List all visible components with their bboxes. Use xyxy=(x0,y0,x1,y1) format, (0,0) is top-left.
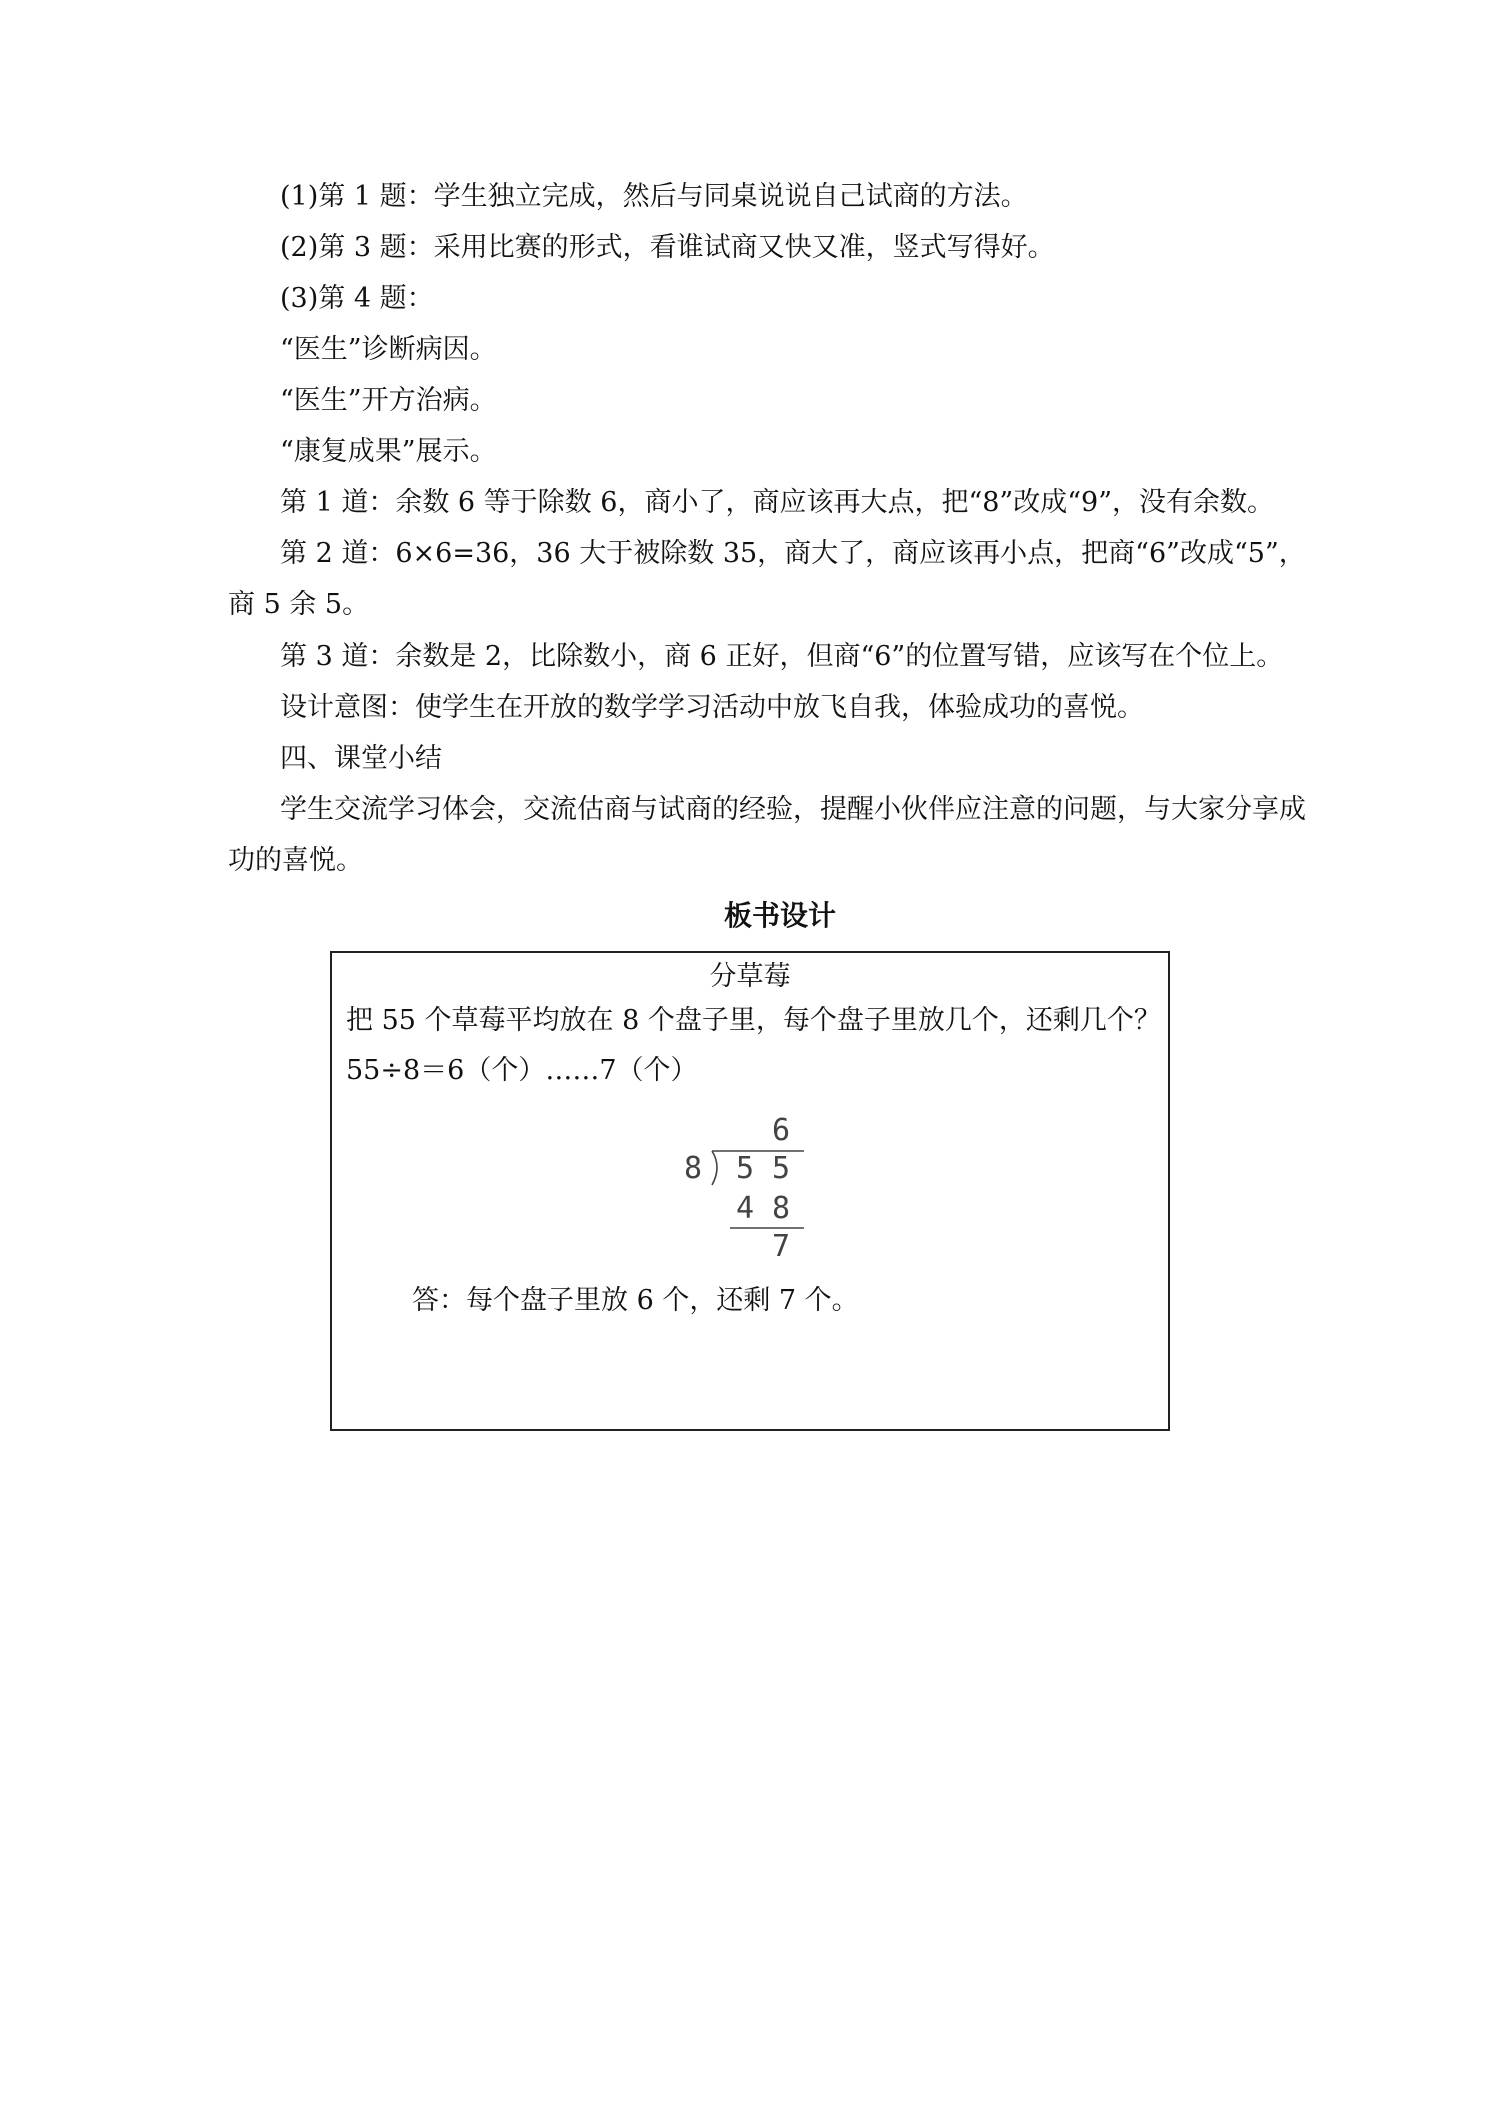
paragraph-item-2-continued: 商 5 余 5。 xyxy=(228,589,370,620)
board-design-box xyxy=(330,951,1170,1431)
paragraph-item-3: 第 3 道：余数是 2，比除数小，商 6 正好，但商“6”的位置写错，应该写在个位上。 xyxy=(280,641,1284,672)
board-title: 分草莓 xyxy=(709,961,791,992)
long-division-bracket xyxy=(672,1113,832,1263)
paragraph-exercise-4: (3)第 4 题： xyxy=(280,283,434,314)
paragraph-exercise-3: (2)第 3 题：采用比赛的形式，看谁试商又快又准，竖式写得好。 xyxy=(280,232,1055,263)
ld-product-tens: 4 xyxy=(736,1191,755,1226)
board-answer: 答：每个盘子里放 6 个，还剩 7 个。 xyxy=(412,1285,859,1316)
paragraph-design-intent: 设计意图：使学生在开放的数学学习活动中放飞自我，体验成功的喜悦。 xyxy=(280,692,1144,723)
ld-remainder: 7 xyxy=(772,1229,791,1264)
section-heading-summary: 四、课堂小结 xyxy=(280,743,442,774)
ld-quotient: 6 xyxy=(772,1113,791,1148)
paragraph-summary-continued: 功的喜悦。 xyxy=(228,845,363,876)
long-division xyxy=(672,1113,832,1263)
paragraph-doctor-treat: “医生”开方治病。 xyxy=(280,385,497,416)
ld-dividend-tens: 5 xyxy=(736,1151,755,1186)
board-equation: 55÷8＝6（个）……7（个） xyxy=(346,1055,698,1086)
board-problem: 把 55 个草莓平均放在 8 个盘子里，每个盘子里放几个，还剩几个？ xyxy=(346,1005,1161,1036)
paragraph-exercise-1: (1)第 1 题：学生独立完成，然后与同桌说说自己试商的方法。 xyxy=(280,181,1028,212)
paragraph-summary: 学生交流学习体会，交流估商与试商的经验，提醒小伙伴应注意的问题，与大家分享成 xyxy=(280,794,1306,825)
board-design-heading: 板书设计 xyxy=(723,899,836,932)
paragraph-item-2: 第 2 道：6×6=36，36 大于被除数 35，商大了，商应该再小点，把商“6”改成“5”， xyxy=(280,538,1306,569)
paragraph-doctor-diagnose: “医生”诊断病因。 xyxy=(280,334,497,365)
ld-product-ones: 8 xyxy=(772,1191,791,1226)
ld-dividend-ones: 5 xyxy=(772,1151,791,1186)
ld-divisor: 8 xyxy=(684,1151,703,1186)
paragraph-item-1: 第 1 道：余数 6 等于除数 6，商小了，商应该再大点，把“8”改成“9”，没有余数。 xyxy=(280,487,1275,518)
paragraph-recovery-show: “康复成果”展示。 xyxy=(280,436,497,467)
